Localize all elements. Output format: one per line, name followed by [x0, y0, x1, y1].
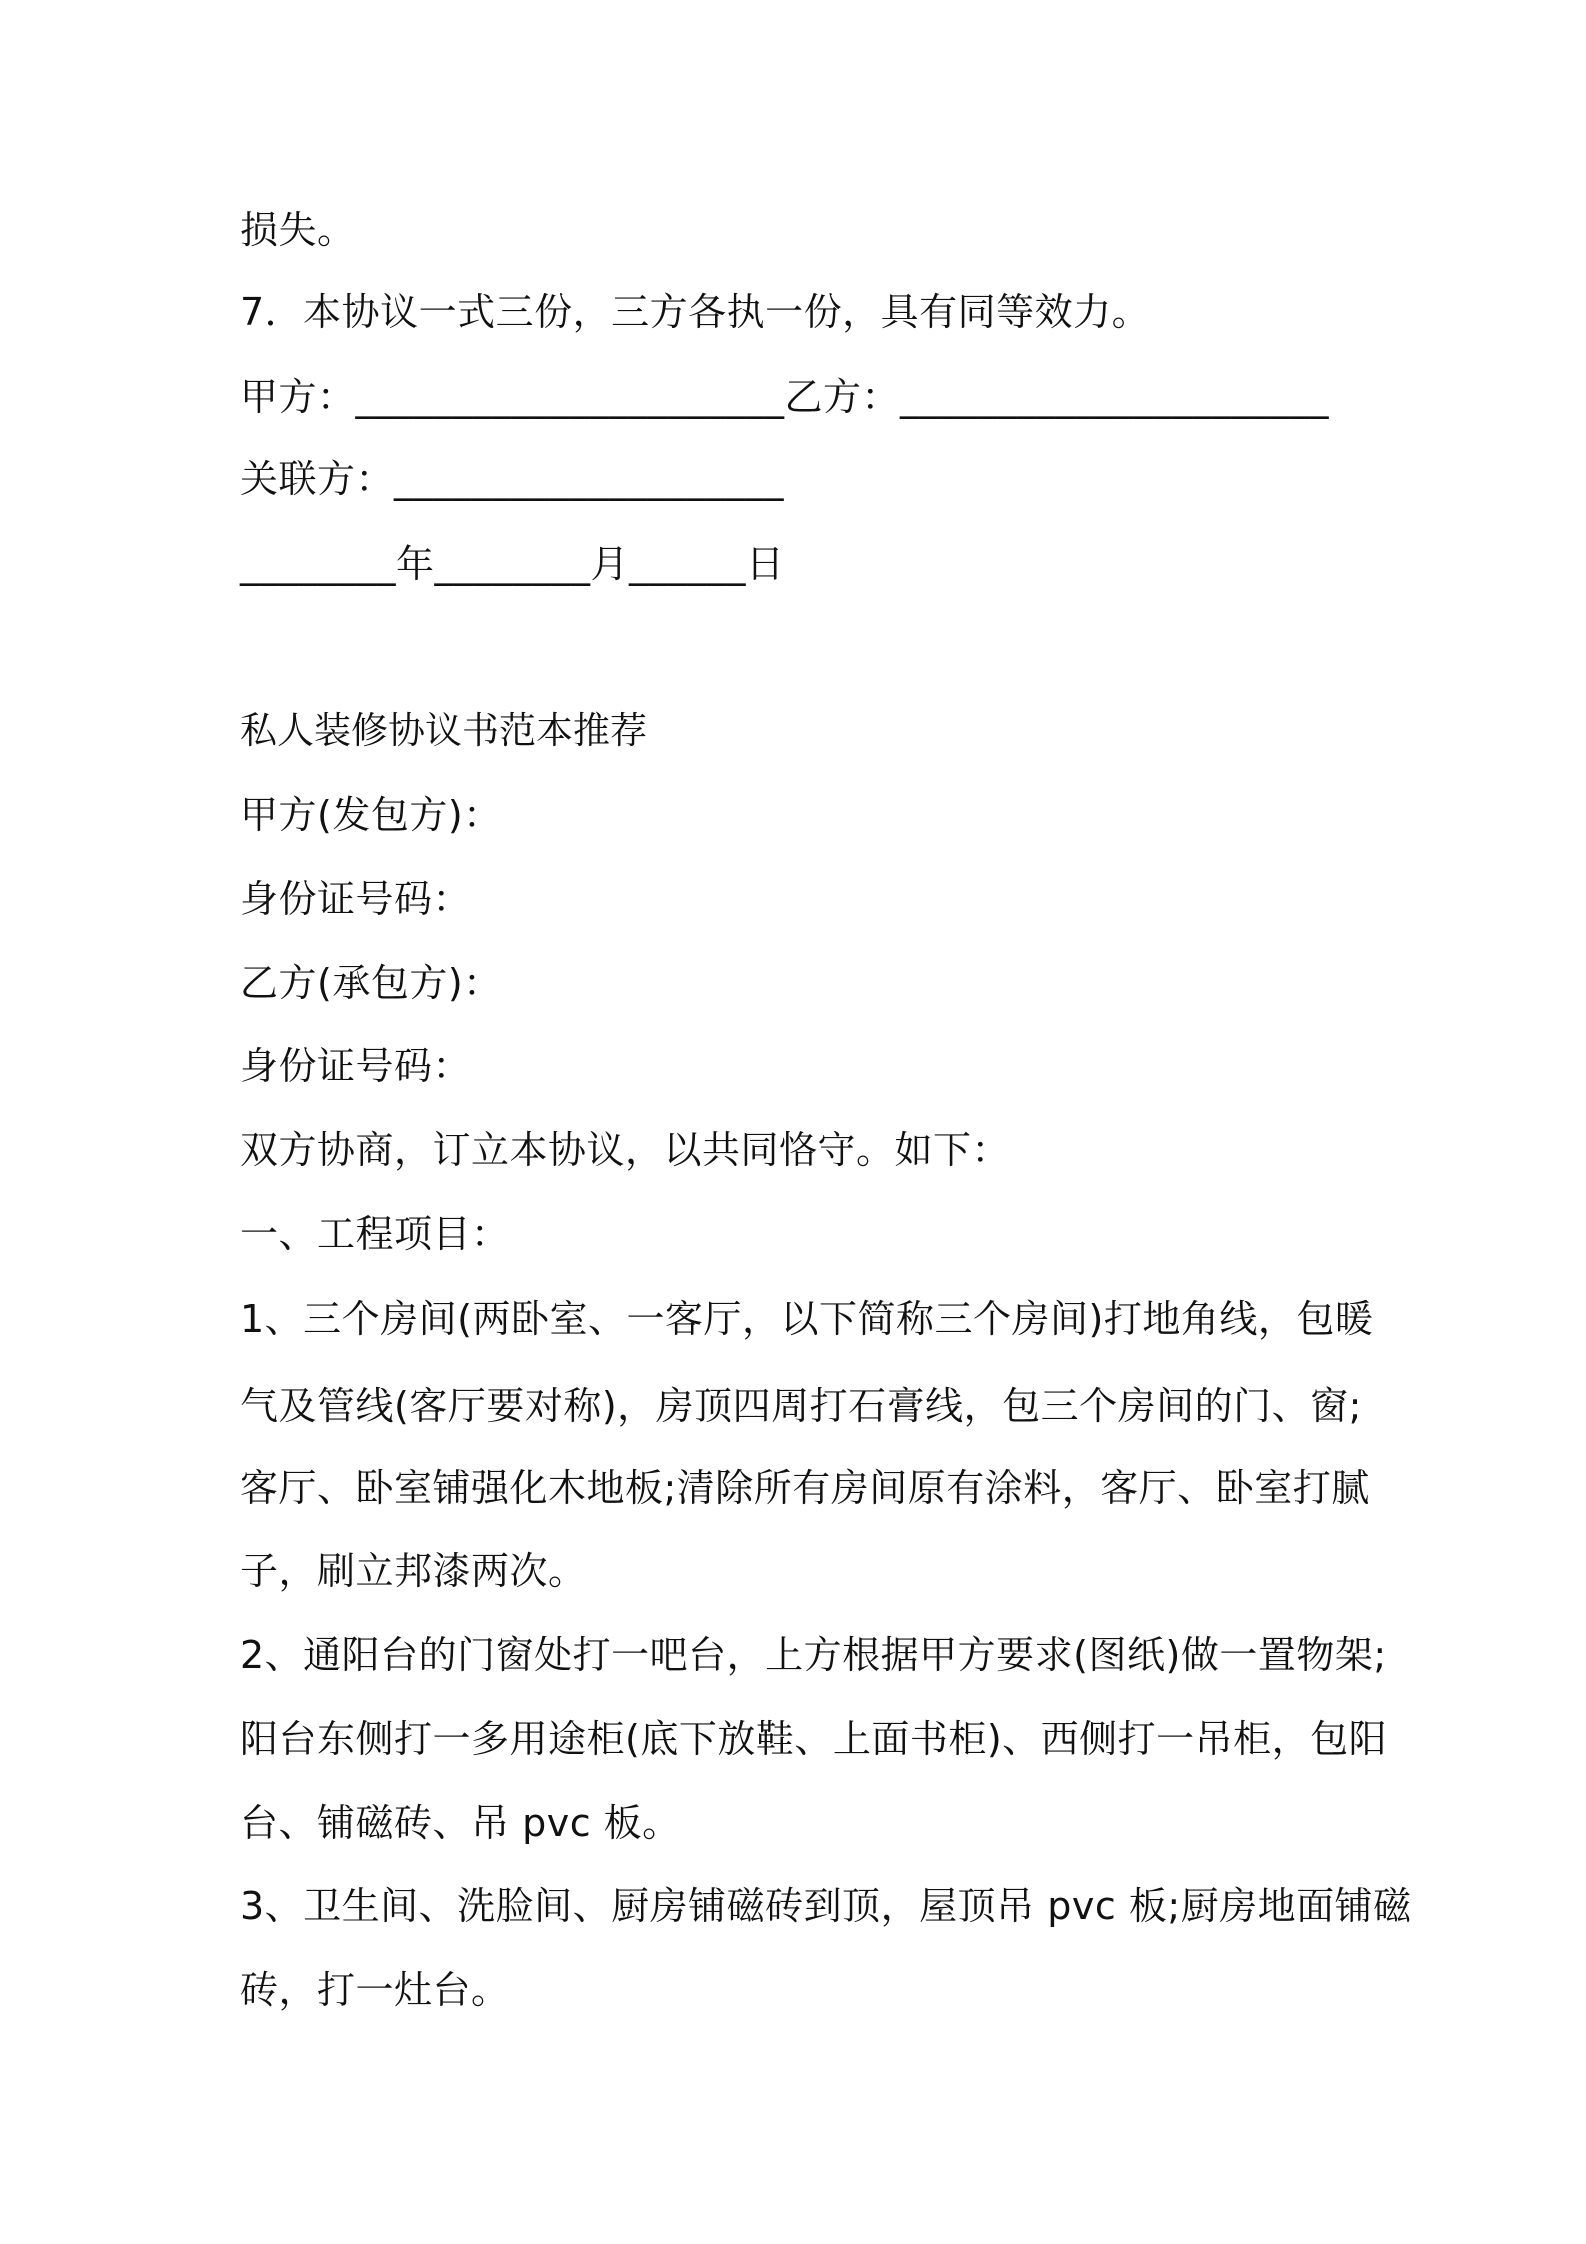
party-a-id-label: 身份证号码：	[240, 877, 472, 921]
item-1-line-2: 气及管线(客厅要对称)，房顶四周打石膏线，包三个房间的门、窗;	[240, 1384, 1362, 1428]
item-2-line-2: 阳台东侧打一多用途柜(底下放鞋、上面书柜)、西侧打一吊柜，包阳	[240, 1717, 1388, 1761]
section-title: 私人装修协议书范本推荐	[240, 709, 647, 752]
agreement-intro: 双方协商，订立本协议，以共同恪守。如下：	[240, 1128, 1011, 1172]
item-2-line-3: 台、铺磁砖、吊 pvc 板。	[240, 1801, 681, 1845]
item-1-line-3: 客厅、卧室铺强化木地板;清除所有房间原有涂料，客厅、卧室打腻	[240, 1466, 1370, 1510]
item-1-line-4: 子，刷立邦漆两次。	[240, 1549, 587, 1593]
party-a-label: 甲方(发包方)：	[240, 793, 502, 837]
item-3-line-1: 3、卫生间、洗脸间、厨房铺磁砖到顶，屋顶吊 pvc 板;厨房地面铺磁	[240, 1884, 1412, 1928]
signature-line-related-party: 关联方：____________________	[240, 457, 785, 501]
text-line: 损失。	[240, 208, 356, 252]
signature-line-parties: 甲方：______________________乙方：______________________	[240, 375, 1330, 419]
heading-project-items: 一、工程项目：	[240, 1212, 510, 1256]
item-3-line-2: 砖，打一灶台。	[240, 1968, 510, 2012]
date-line: ________年________月______日	[240, 542, 785, 586]
item-1-line-1: 1、三个房间(两卧室、一客厅，以下简称三个房间)打地角线，包暖	[240, 1297, 1374, 1341]
clause-7-text: 7．本协议一式三份，三方各执一份，具有同等效力。	[240, 290, 1151, 334]
party-b-label: 乙方(承包方)：	[240, 961, 502, 1005]
item-2-line-1: 2、通阳台的门窗处打一吧台，上方根据甲方要求(图纸)做一置物架;	[240, 1633, 1387, 1677]
party-b-id-label: 身份证号码：	[240, 1044, 472, 1088]
